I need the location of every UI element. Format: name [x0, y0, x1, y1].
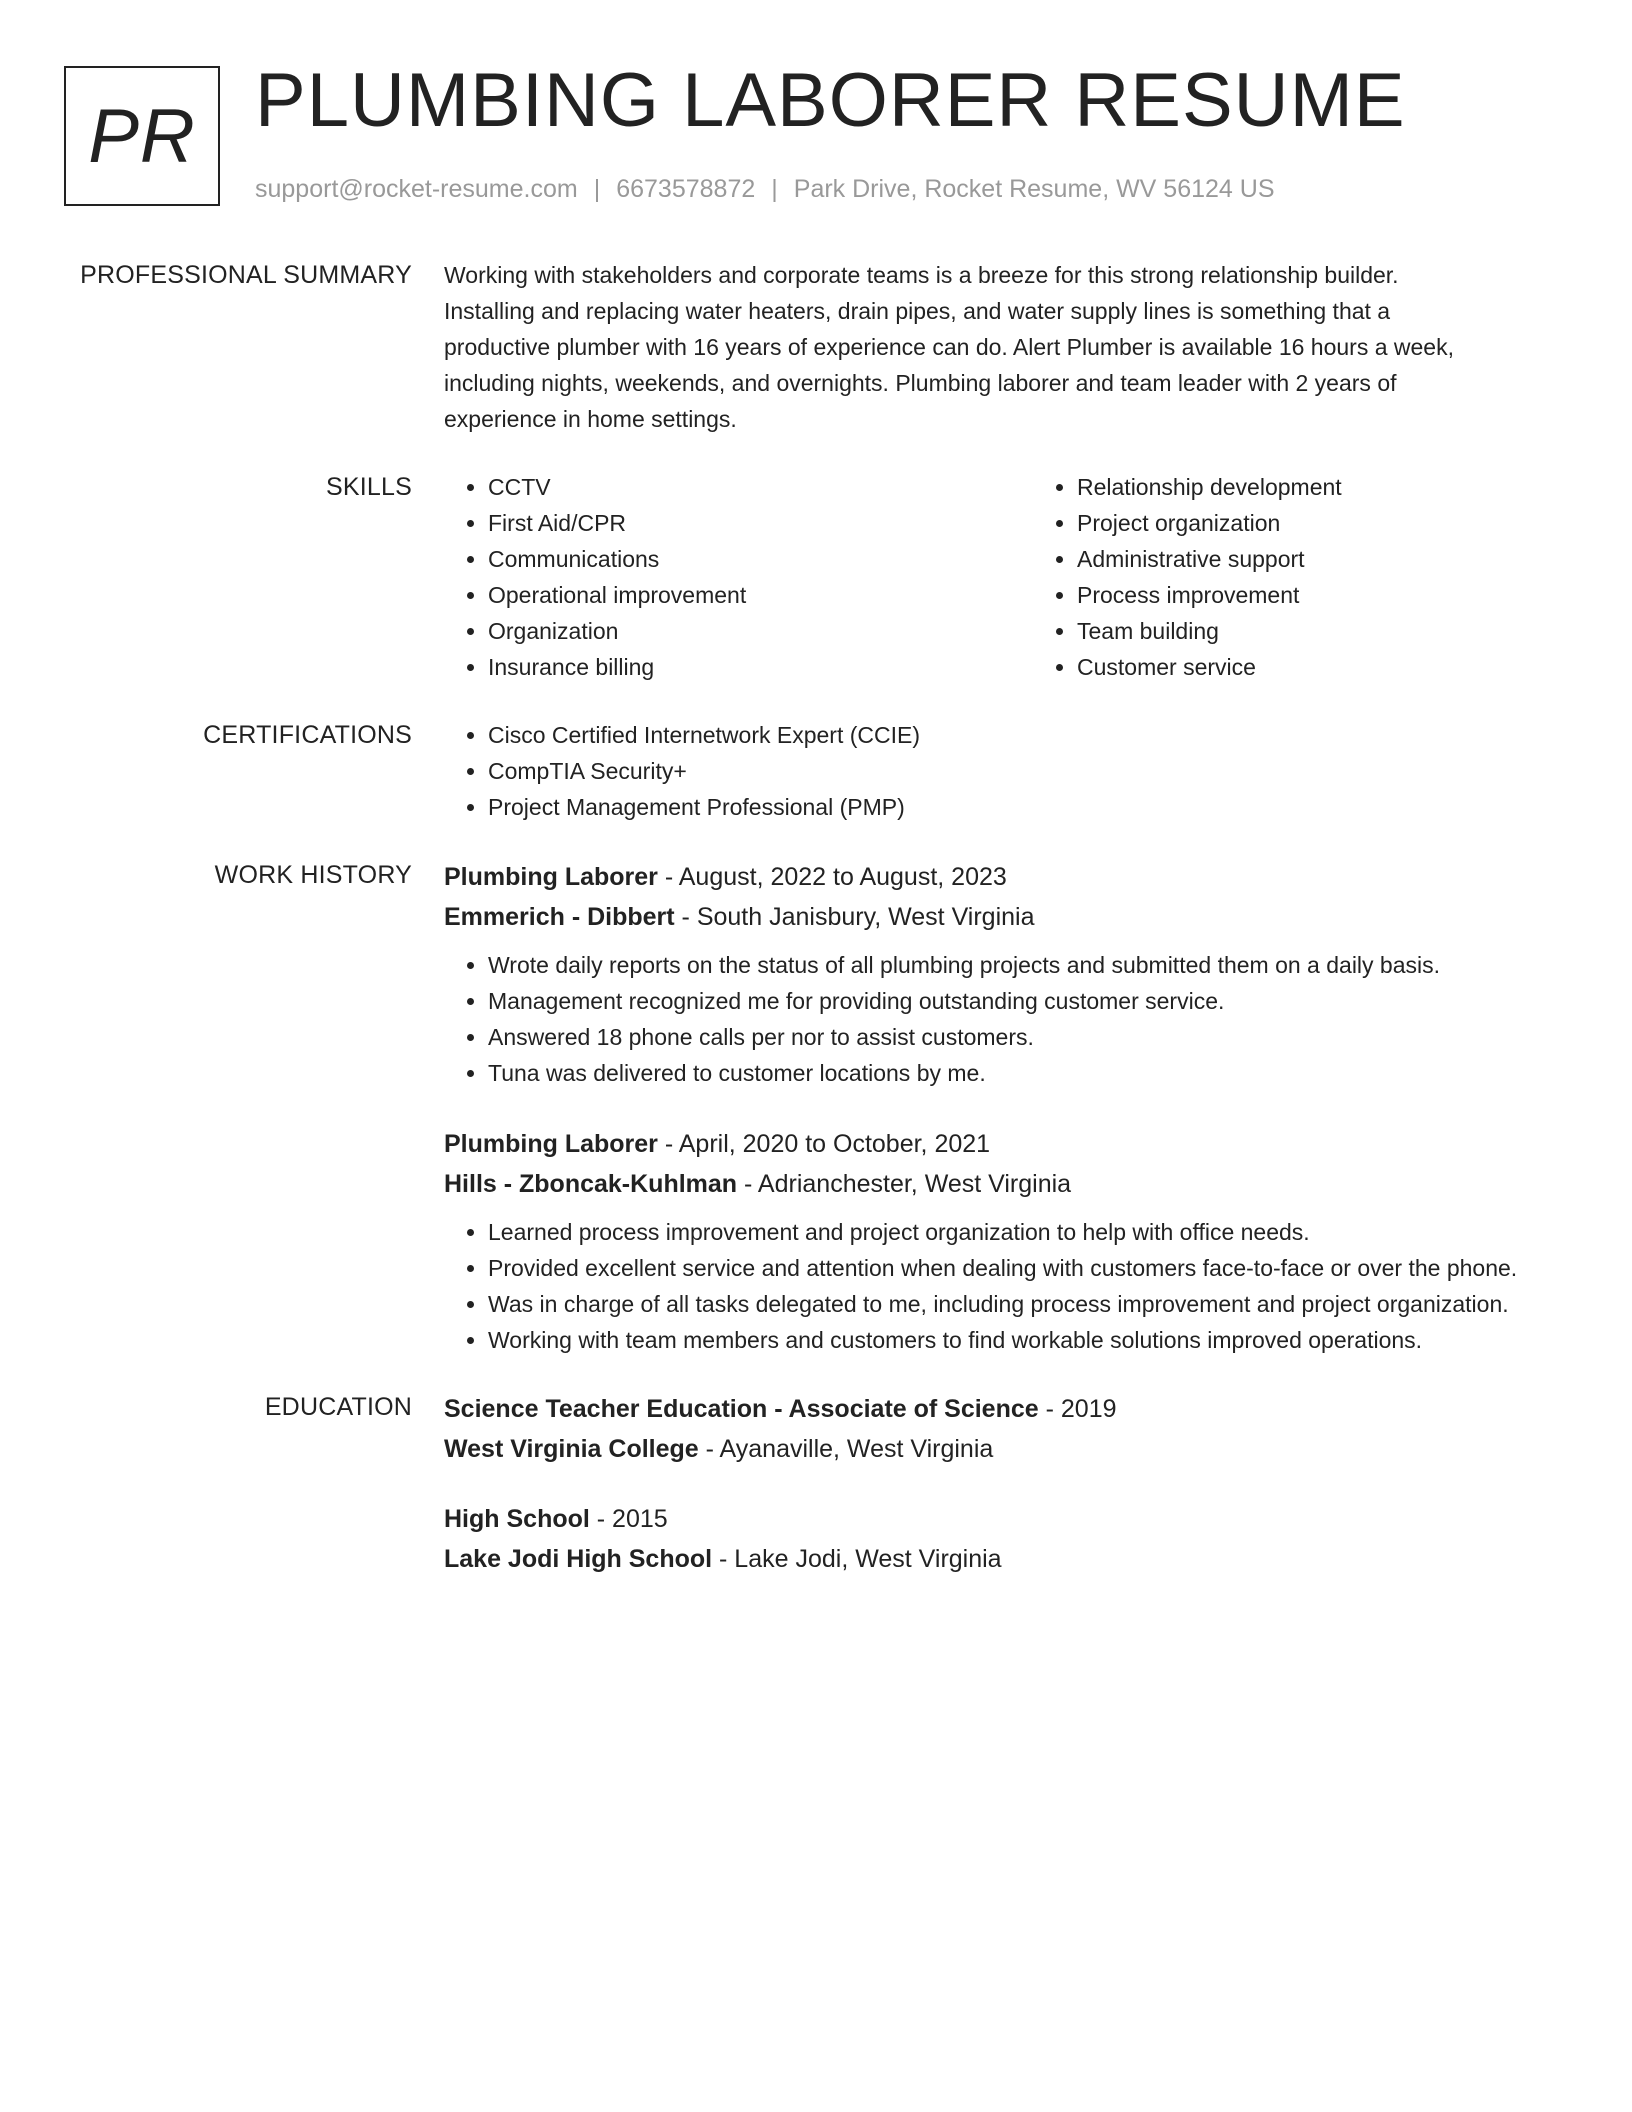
summary-line: experience in home settings.: [444, 406, 737, 432]
education-school-line: [444, 1539, 1524, 1579]
job-title-line: [444, 1124, 1524, 1164]
certifications-section: [0, 717, 1632, 825]
summary-line: including nights, weekends, and overnights. Plumbing laborer and team leader with 2 years of: [444, 370, 1397, 396]
job-title: Plumbing Laborer: [444, 1130, 658, 1158]
contact-email[interactable]: support@rocket-resume.com: [255, 175, 578, 203]
skill-item: • Project organization: [1077, 505, 1622, 541]
job-duty: • Answered 18 phone calls per nor to assist customers.: [488, 1019, 1524, 1055]
education-body: [444, 1389, 1524, 1579]
summary-line: productive plumber with 16 years of experience can do. Alert Plumber is available 16 hours a week,: [444, 334, 1454, 360]
skill-item: • First Aid/CPR: [488, 505, 1033, 541]
job-location: - Adrianchester, West Virginia: [737, 1170, 1072, 1198]
job-duty: • Tuna was delivered to customer locations by me.: [488, 1055, 1524, 1091]
skills-heading: SKILLS: [326, 473, 412, 501]
skill-item: • Operational improvement: [488, 577, 1033, 613]
education-location: - Ayanaville, West Virginia: [698, 1435, 994, 1463]
job-title-line: [444, 857, 1524, 897]
summary-line: Working with stakeholders and corporate teams is a breeze for this strong relationship builder.: [444, 262, 1399, 288]
education-school-line: [444, 1429, 1524, 1469]
education-year: - 2015: [589, 1505, 668, 1533]
skill-item: • Communications: [488, 541, 1033, 577]
skill-item: • Team building: [1077, 613, 1622, 649]
summary-line: Installing and replacing water heaters, drain pipes, and water supply lines is something that a: [444, 298, 1391, 324]
education-location: - Lake Jodi, West Virginia: [712, 1545, 1002, 1573]
skill-item: • Customer service: [1077, 649, 1622, 685]
summary-heading: PROFESSIONAL SUMMARY: [80, 261, 412, 289]
job-duty: • Management recognized me for providing outstanding customer service.: [488, 983, 1524, 1019]
education-degree: High School: [444, 1505, 590, 1533]
education-year: - 2019: [1038, 1395, 1117, 1423]
resume-title: PLUMBING LABORER RESUME: [255, 58, 1406, 143]
education-degree-line: [444, 1499, 1524, 1539]
education-school: West Virginia College: [444, 1435, 699, 1463]
job-duty: • Was in charge of all tasks delegated to me, including process improvement and project organization.: [488, 1286, 1524, 1322]
certifications-heading: CERTIFICATIONS: [203, 721, 412, 749]
job-duties: [444, 1214, 1524, 1358]
skill-item: • Insurance billing: [488, 649, 1033, 685]
job-duties: [444, 947, 1524, 1091]
education-degree: Science Teacher Education - Associate of Science: [444, 1395, 1039, 1423]
job-location: - South Janisbury, West Virginia: [674, 903, 1035, 931]
job-company: Hills - Zboncak-Kuhlman: [444, 1170, 738, 1198]
summary-text: [444, 257, 1524, 437]
skills-section: [0, 469, 1632, 685]
resume-sections: [0, 257, 1632, 1579]
contact-address: Park Drive, Rocket Resume, WV 56124 US: [793, 175, 1275, 203]
job-duty: • Wrote daily reports on the status of all plumbing projects and submitted them on a daily basis.: [488, 947, 1524, 983]
job-dates: - August, 2022 to August, 2023: [657, 863, 1007, 891]
education-entry: [444, 1389, 1524, 1469]
education-school: Lake Jodi High School: [444, 1545, 713, 1573]
certification-item: • CompTIA Security+: [488, 753, 1524, 789]
skill-item: • Administrative support: [1077, 541, 1622, 577]
education-degree-line: [444, 1389, 1524, 1429]
education-entry: [444, 1499, 1524, 1579]
education-heading: EDUCATION: [264, 1393, 412, 1421]
skill-item: • Process improvement: [1077, 577, 1622, 613]
job-dates: - April, 2020 to October, 2021: [657, 1130, 991, 1158]
job-duty: • Learned process improvement and project organization to help with office needs.: [488, 1214, 1524, 1250]
contact-phone[interactable]: 6673578872: [616, 175, 756, 203]
skill-item: • CCTV: [488, 469, 1033, 505]
job-title: Plumbing Laborer: [444, 863, 658, 891]
job-company-line: [444, 1164, 1524, 1204]
skills-list-right: [1033, 469, 1622, 685]
skill-item: • Relationship development: [1077, 469, 1622, 505]
certification-item: • Project Management Professional (PMP): [488, 789, 1524, 825]
certifications-list: [444, 717, 1524, 825]
monogram-logo: PR: [64, 66, 220, 206]
job-company: Emmerich - Dibbert: [444, 903, 675, 931]
contact-separator: |: [593, 175, 601, 203]
work-history-heading: WORK HISTORY: [214, 861, 412, 889]
certification-item: • Cisco Certified Internetwork Expert (CCIE): [488, 717, 1524, 753]
job-entry: [444, 857, 1524, 1091]
skills-list-left: [444, 469, 1033, 685]
education-section: [0, 1389, 1632, 1579]
summary-section: [0, 257, 1632, 437]
contact-separator: |: [771, 175, 778, 203]
job-duty: • Provided excellent service and attention when dealing with customers face-to-face or over the phone.: [488, 1250, 1524, 1286]
work-history-section: [0, 857, 1632, 1358]
job-duty: • Working with team members and customers to find workable solutions improved operations.: [488, 1322, 1524, 1358]
skill-item: • Organization: [488, 613, 1033, 649]
skills-columns: [444, 469, 1524, 685]
job-entry: [444, 1124, 1524, 1358]
contact-line: [255, 172, 1275, 206]
certifications-body: [444, 717, 1524, 825]
work-history-body: [444, 857, 1524, 1358]
job-company-line: [444, 897, 1524, 937]
